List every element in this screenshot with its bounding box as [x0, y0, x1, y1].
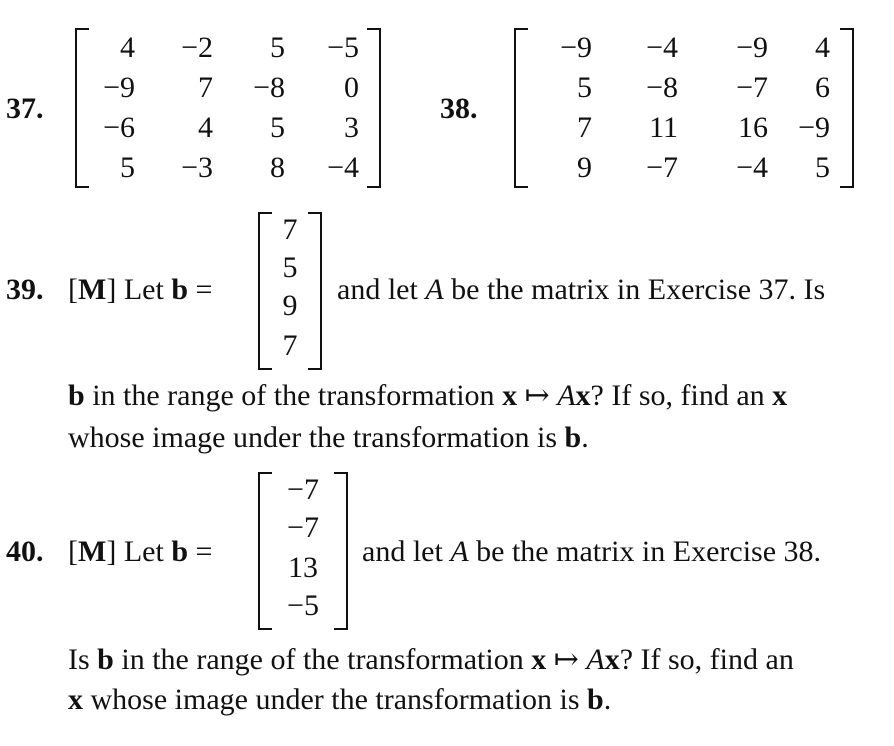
exercise-39-line3 [68, 418, 589, 458]
vector-entry: 9 [282, 289, 298, 322]
body-text: whose image under the transformation is [68, 421, 565, 454]
matrix-cell: 3 [344, 111, 359, 144]
exercise-40-number-line [6, 532, 44, 572]
matrix-cell: −6 [103, 111, 135, 144]
exercise-39-lead-line [68, 270, 212, 310]
matrix-cell: 5 [120, 151, 135, 184]
vector-b: b [564, 421, 582, 454]
vector-b: b [97, 643, 114, 676]
maps-to-symbol: ↦ [517, 379, 558, 412]
body-text: in the range of the transformation [113, 643, 532, 676]
period: . [603, 683, 612, 716]
exercise-39-line2 [68, 376, 787, 416]
maps-to-symbol: ↦ [546, 643, 587, 676]
exercise-37-matrix [75, 28, 381, 188]
exercise-39-lead [6, 270, 44, 310]
right-bracket [840, 28, 854, 188]
vector-x: x [531, 643, 547, 676]
vector-entry: 7 [282, 213, 298, 246]
right-bracket [367, 28, 381, 188]
body-text: Is [68, 643, 98, 676]
matrix-cell: −9 [560, 31, 592, 64]
matrix-cell: 4 [815, 31, 830, 64]
matrix-cell: 9 [577, 151, 592, 184]
matrix-cell: −7 [646, 151, 678, 184]
vector-b: b [171, 273, 188, 306]
equals-sign: = [195, 535, 213, 568]
exercise-39-number-text: 39. [6, 273, 44, 306]
vector-b: b [68, 379, 85, 412]
vector-x: x [772, 379, 788, 412]
vector-x: x [68, 683, 83, 716]
tail-text-pre: and let [362, 535, 451, 568]
matrix-cell: 5 [815, 151, 830, 184]
tail-text-pre: and let [337, 273, 426, 306]
vector-entry: 13 [288, 551, 318, 584]
let-text: Let [123, 273, 164, 306]
matrix-cell: 8 [270, 151, 285, 184]
matrix-cell: 7 [577, 111, 592, 144]
matrix-cell: −9 [798, 111, 830, 144]
matrix-cell: −5 [327, 31, 359, 64]
exercise-37-number: 37. [6, 92, 44, 125]
exercise-38-number: 38. [440, 92, 478, 125]
exercise-40-line3 [68, 680, 611, 720]
equals-sign: = [195, 273, 213, 306]
matrix-cell: −9 [736, 31, 768, 64]
left-bracket [514, 28, 528, 188]
tail-text-post: be the matrix in Exercise 37. Is [443, 273, 826, 306]
machine-tag: [M] [68, 535, 117, 568]
matrix-cell: −4 [736, 151, 768, 184]
let-text: Let [123, 535, 164, 568]
matrix-cell: −8 [253, 71, 285, 104]
exercise-39-tail [337, 270, 825, 310]
body-text: in the range of the transformation [84, 379, 503, 412]
matrix-A: A [586, 643, 605, 676]
matrix-cell: 4 [198, 111, 213, 144]
matrix-A: A [450, 535, 469, 568]
body-text: ? If so, find an [590, 379, 773, 412]
exercise-40-tail [362, 532, 821, 572]
body-text: ? If so, find an [619, 643, 794, 676]
matrix-cell: −7 [736, 71, 768, 104]
body-text: whose image under the transformation is [83, 683, 588, 716]
matrix-cell: 11 [649, 111, 678, 144]
vector-entry: −7 [287, 511, 319, 544]
period: . [581, 421, 589, 454]
matrix-cell: −4 [646, 31, 678, 64]
vector-b: b [171, 535, 188, 568]
vector-b: b [587, 683, 604, 716]
matrix-cell: −8 [646, 71, 678, 104]
vector-entry: −7 [287, 473, 319, 506]
vector-entry: 5 [282, 251, 298, 284]
vector-entry: 7 [282, 329, 298, 362]
vector-x: x [502, 379, 518, 412]
matrix-cell: 5 [270, 31, 285, 64]
matrix-cell: 6 [815, 71, 830, 104]
vector-x: x [604, 643, 620, 676]
exercise-40-line2 [68, 640, 794, 680]
matrix-cell: 16 [738, 111, 768, 144]
machine-tag: [M] [68, 273, 117, 306]
matrix-cell: −4 [327, 151, 359, 184]
matrix-A: A [557, 379, 576, 412]
vector-entry: −5 [287, 589, 319, 622]
matrix-cell: 7 [198, 71, 213, 104]
matrix-cell: −3 [181, 151, 213, 184]
matrix-cell: −2 [181, 31, 213, 64]
matrix-A: A [425, 273, 444, 306]
exercise-38-matrix [514, 28, 854, 188]
tail-text-post: be the matrix in Exercise 38. [468, 535, 822, 568]
matrix-cell: 5 [577, 71, 592, 104]
matrix-cell: 0 [344, 71, 359, 104]
exercise-40-number: 40. [6, 535, 44, 568]
exercise-39-vector [258, 212, 322, 370]
vector-x: x [575, 379, 591, 412]
matrix-cell: −9 [103, 71, 135, 104]
left-bracket [75, 28, 89, 188]
matrix-cell: 4 [120, 31, 135, 64]
exercise-40-lead-line [68, 532, 212, 572]
matrix-cell: 5 [270, 111, 285, 144]
exercise-40-vector [258, 472, 348, 630]
